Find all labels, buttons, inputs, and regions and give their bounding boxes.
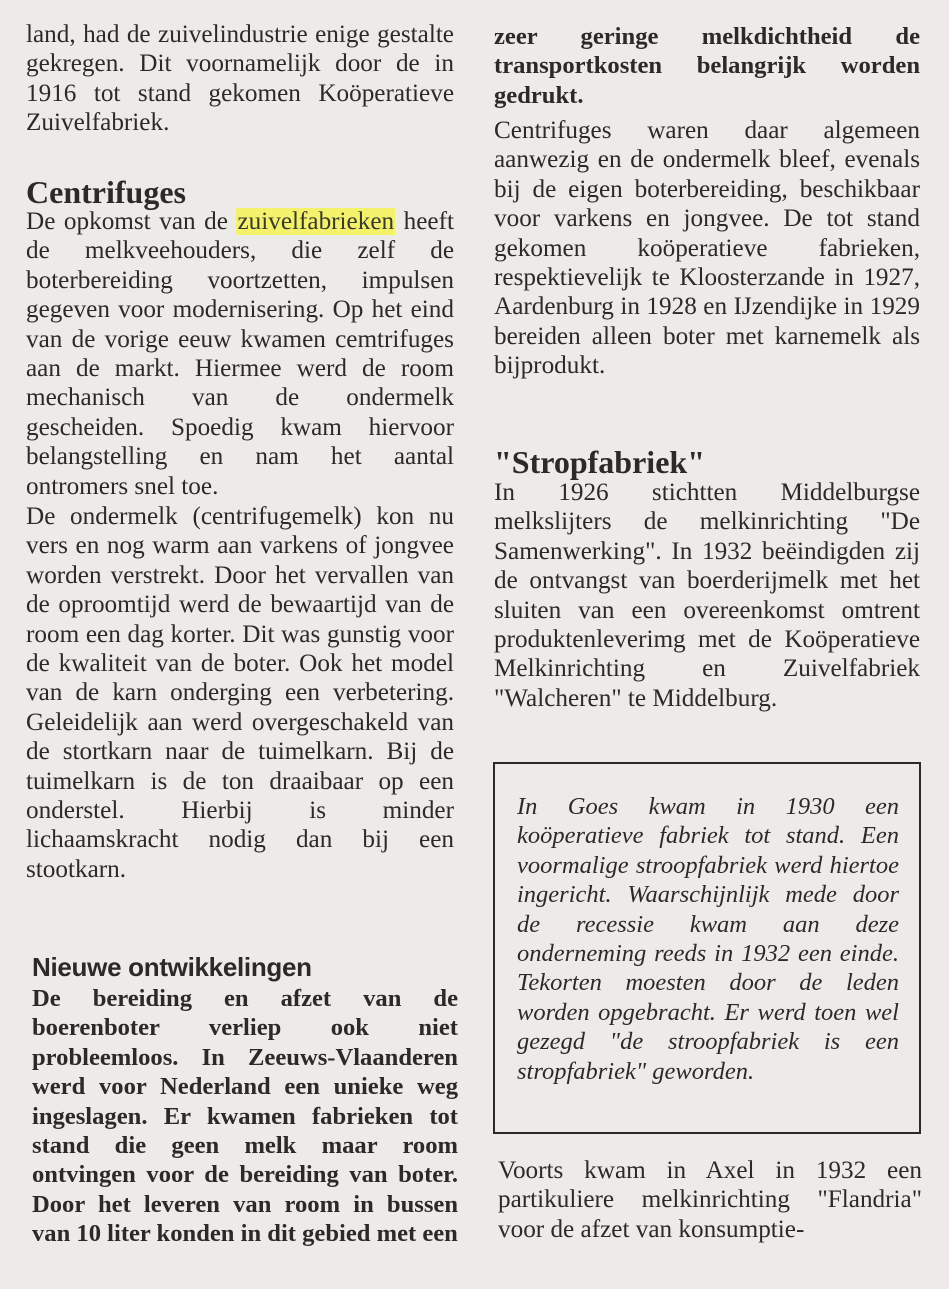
heading-centrifuges: Centrifuges [26, 174, 186, 210]
samenwerking-paragraph: In 1926 stichtten Middelburgse melkslijters de melkinrichting "De Samenwerking". In 1932 beëindigden zij de ontvangst van boerderijmelk met het sluiten van een overeenkomst omtrent produktenleverimg met de Koöperatieve Melkinrichting en Zuivelfabriek "Walcheren" te Middelburg. [494, 479, 920, 712]
heading-stropfabriek: "Stropfabriek" [494, 444, 705, 480]
nieuwe-ontwikkelingen-paragraph: De bereiding en afzet van de boerenboter verliep ook niet probleemloos. In Zeeuws-Vlaanderen werd voor Nederland een unieke weg ingeslagen. Er kwamen fabrieken tot stand die geen melk maar room ontvingen voor de bereiding van boter. Door het leveren van room in bussen van 10 liter konden in dit gebied met een [32, 985, 458, 1248]
intro-paragraph: land, had de zuivelindustrie enige gestalte gekregen. Dit voornamelijk door de in 1916 tot stand gekomen Koöperatieve Zuivelfabriek. [26, 21, 454, 137]
axel-paragraph: Voorts kwam in Axel in 1932 een partikuliere melkinrichting "Flandria" voor de afzet van konsumptie- [498, 1157, 922, 1243]
centrifuges-paragraph [26, 207, 454, 501]
paragraph-text-end: heeft de melkveehouders, die zelf de boterbereiding voortzetten, impulsen gegeven voor modernisering. Op het eind van de vorige eeuw kwamen cemtrifuges aan de markt. Hiermee werd de room mechanisch van de ondermelk gescheiden. Spoedig kwam hiervoor belangstelling en nam het aantal ontromers snel toe. [26, 208, 454, 500]
highlighted-word: zuivelfabrieken [237, 208, 395, 235]
boxed-sidebar-text: In Goes kwam in 1930 een koöperatieve fabriek tot stand. Een voormalige stroopfabriek werd hiertoe ingericht. Waarschijnlijk mede door de recessie kwam aan deze onderneming reeds in 1932 een einde. Tekorten moesten door de leden worden opgebracht. Er werd toen wel gezegd "de stroopfabriek is een stropfabriek" geworden. [517, 793, 899, 1085]
centrifuges-daar-paragraph: Centrifuges waren daar algemeen aanwezig en de ondermelk bleef, evenals bij de eigen boterbereiding, beschikbaar voor varkens en jongvee. De tot stand gekomen koöperatieve fabrieken, respektievelijk te Kloosterzande in 1927, Aardenburg in 1928 en IJzendijke in 1929 bereiden alleen boter met karnemelk als bijprodukt. [494, 117, 920, 380]
paragraph-text-start: De opkomst van de [26, 208, 237, 235]
ondermelk-paragraph: De ondermelk (centrifugemelk) kon nu vers en nog warm aan varkens of jongvee worden verstrekt. Door het vervallen van de oproomtijd werd de bewaartijd van de room een dag korter. Dit was gunstig voor de kwaliteit van de boter. Ook het model van de karn onderging een verbetering. Geleidelijk aan werd overgeschakeld van de stortkarn naar de tuimelkarn. Bij de tuimelkarn is de ton draaibaar op een onderstel. Hierbij is minder lichaamskracht nodig dan bij een stootkarn. [26, 503, 454, 883]
heading-nieuwe-ontwikkelingen: Nieuwe ontwikkelingen [32, 952, 312, 982]
bold-continuation: zeer geringe melkdichtheid de transportkosten belangrijk worden gedrukt. [494, 23, 920, 109]
boxed-sidebar [493, 762, 921, 1134]
